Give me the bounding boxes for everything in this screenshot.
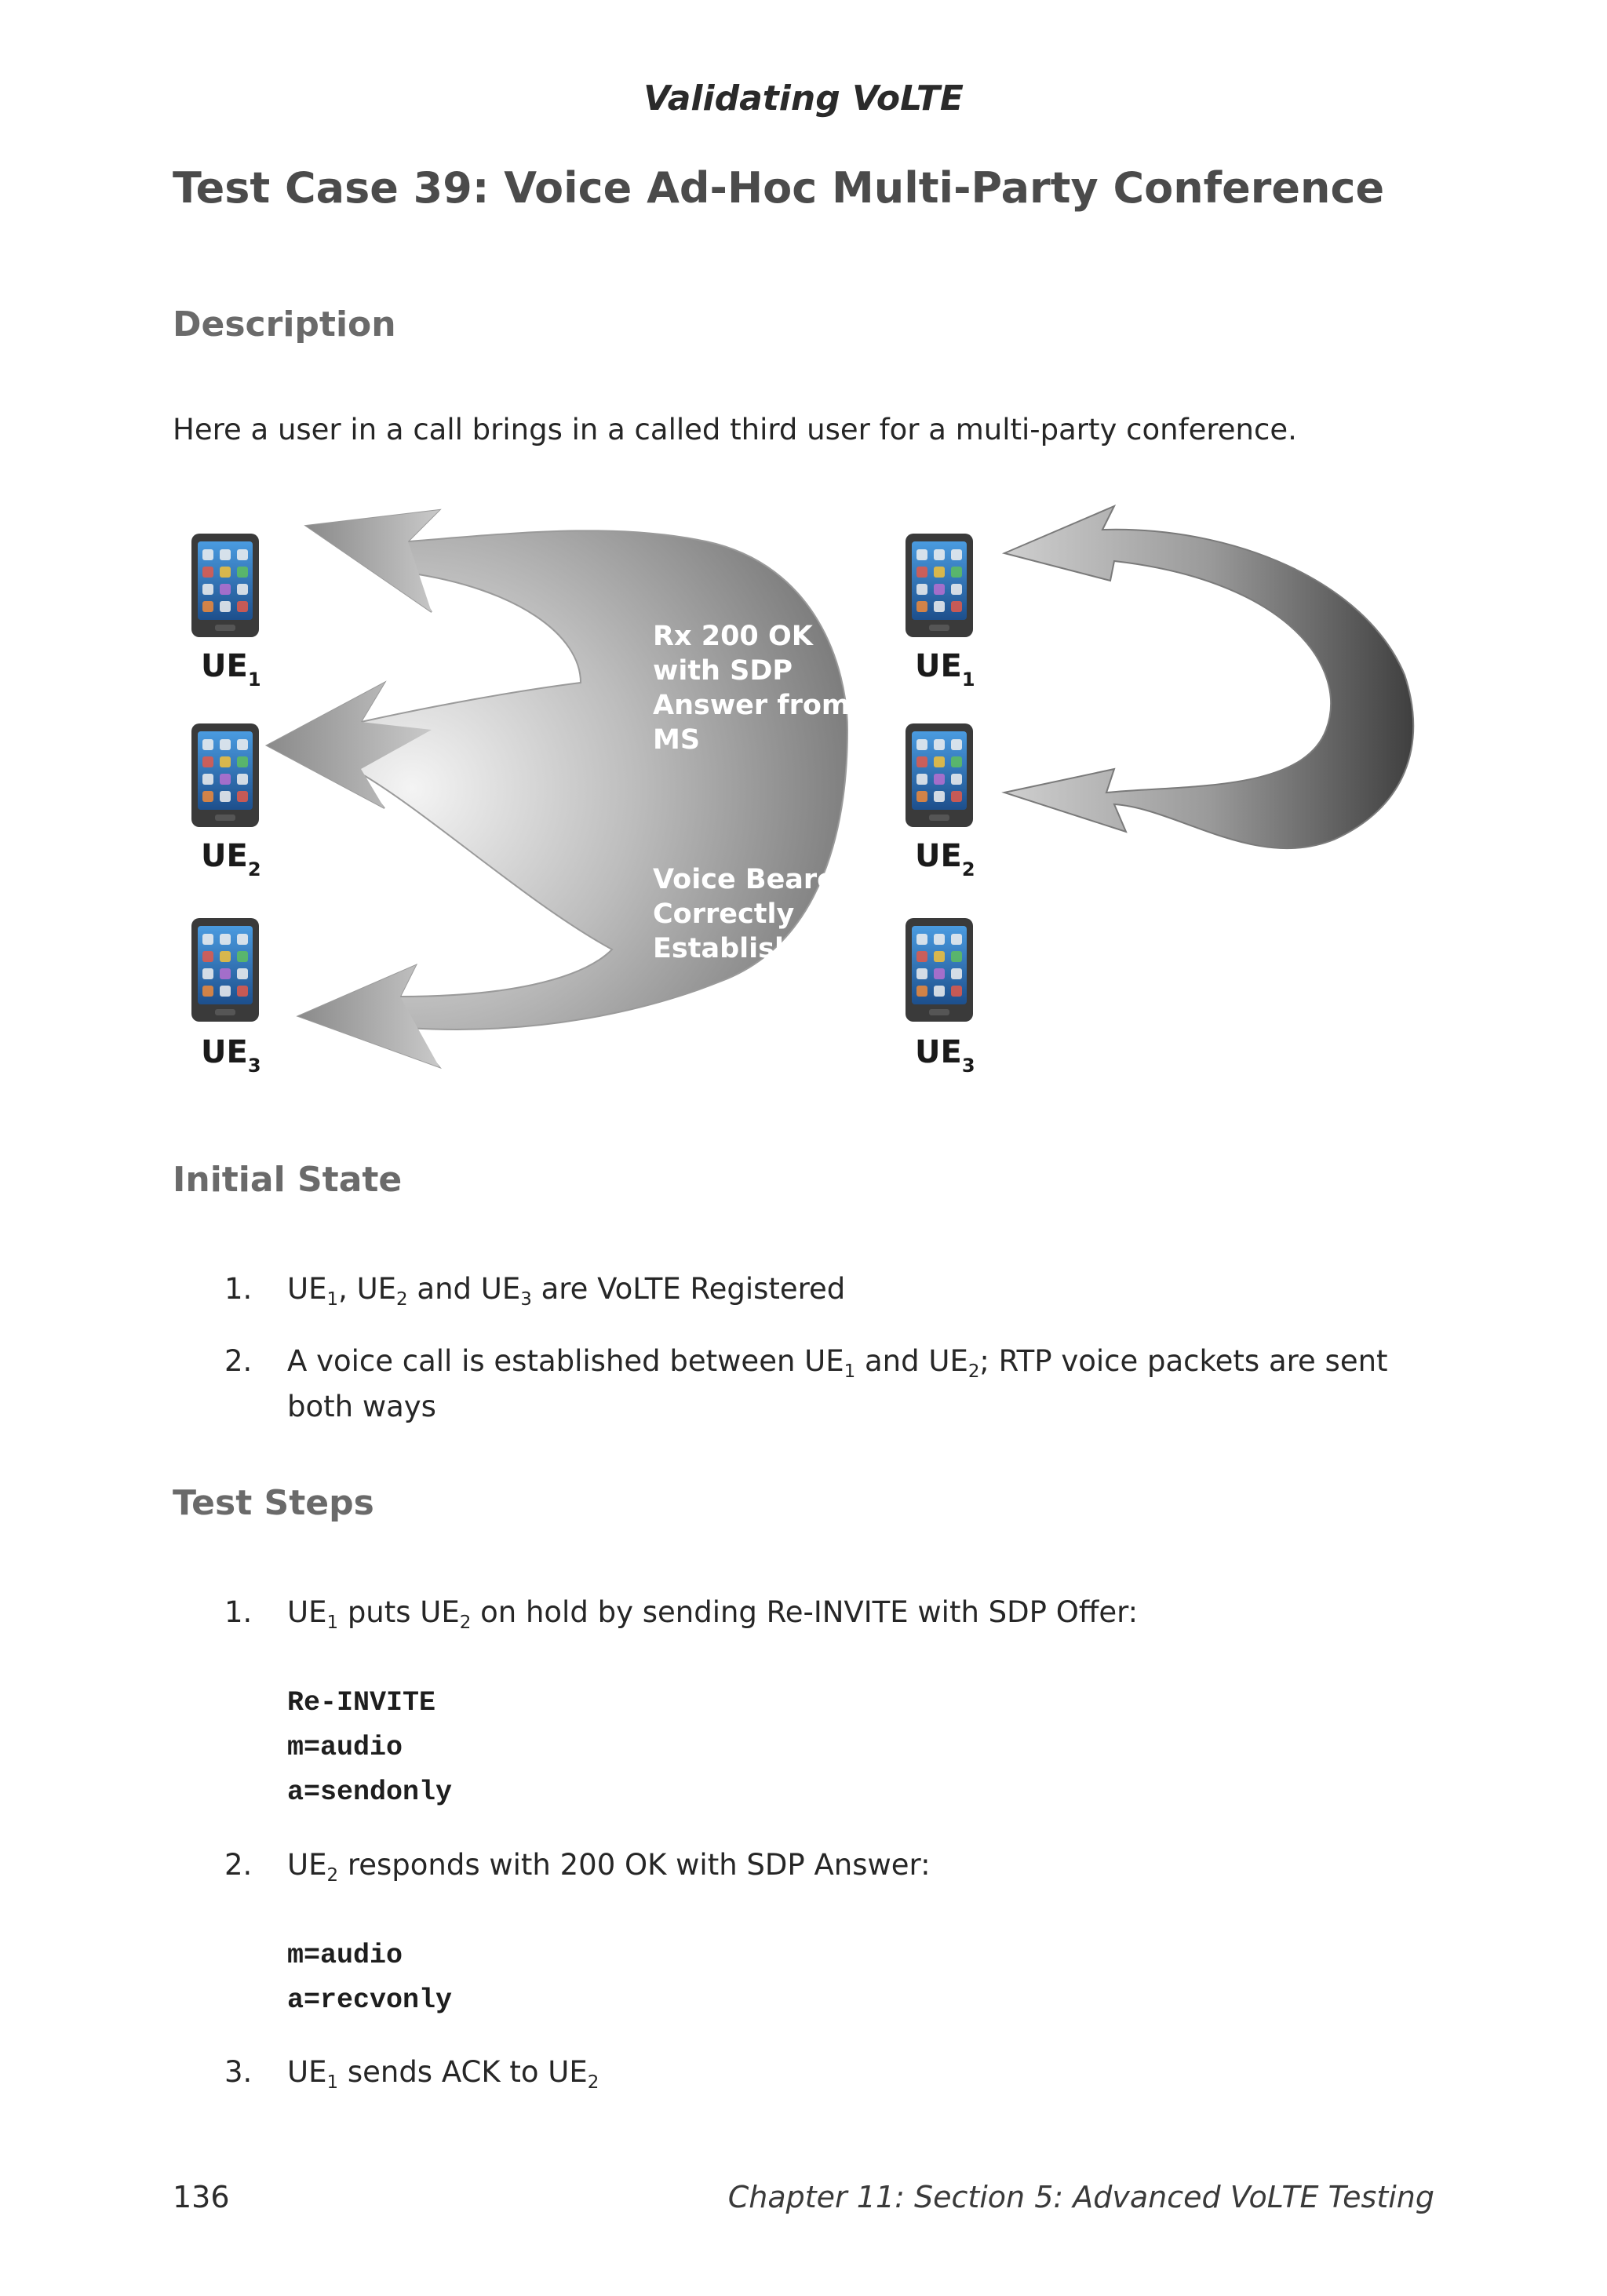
running-head: Validating VoLTE [643, 78, 964, 118]
left-ue3-label: $UE_3$ [201, 1034, 261, 1077]
right-device-ue2 [906, 723, 973, 827]
conference-diagram-svg [173, 494, 1444, 1099]
page-number: 136 [173, 2180, 230, 2214]
callout-bottom-line-3: Established [653, 933, 833, 964]
right-device-ue1 [906, 534, 973, 637]
description-heading: Description [173, 304, 396, 344]
code-line: m=audio [287, 1732, 403, 1763]
callout-bottom-line-2: Correctly [653, 898, 795, 930]
right-ue3-label: $UE_3$ [915, 1034, 975, 1077]
test-steps-heading: Test Steps [173, 1483, 374, 1523]
callout-top-line-1: Rx 200 OK [653, 621, 813, 652]
left-device-ue3 [191, 918, 259, 1022]
code-line: a=recvonly [287, 1984, 453, 2016]
callout-top-line-3: Answer from [653, 690, 851, 721]
code-line: a=sendonly [287, 1777, 453, 1808]
page-title: Test Case 39: Voice Ad-Hoc Multi-Party Conference [173, 163, 1385, 213]
left-ue2-label: $UE_2$ [201, 838, 261, 880]
callout-bottom-line-1: Voice Bearers [653, 864, 866, 895]
footer-chapter-title: Chapter 11: Section 5: Advanced VoLTE Testing [727, 2180, 1434, 2214]
conference-diagram [173, 494, 1444, 1099]
crescent-arrow [1004, 506, 1413, 848]
right-device-ue3 [906, 918, 973, 1022]
left-ue1-label: $UE_1$ [201, 648, 261, 691]
code-line: Re-INVITE [287, 1687, 436, 1718]
left-device-ue1 [191, 534, 259, 637]
code-line: m=audio [287, 1940, 403, 1971]
description-text: Here a user in a call brings in a called third user for a multi-party conference. [173, 413, 1297, 446]
right-ue1-label: $UE_1$ [915, 648, 975, 691]
right-ue2-label: $UE_2$ [915, 838, 975, 880]
left-device-ue2 [191, 723, 259, 827]
callout-top-line-2: with SDP [653, 655, 793, 687]
initial-state-heading: Initial State [173, 1160, 403, 1200]
callout-top-line-4: MS [653, 724, 701, 756]
broadcast-arrows [267, 510, 847, 1067]
